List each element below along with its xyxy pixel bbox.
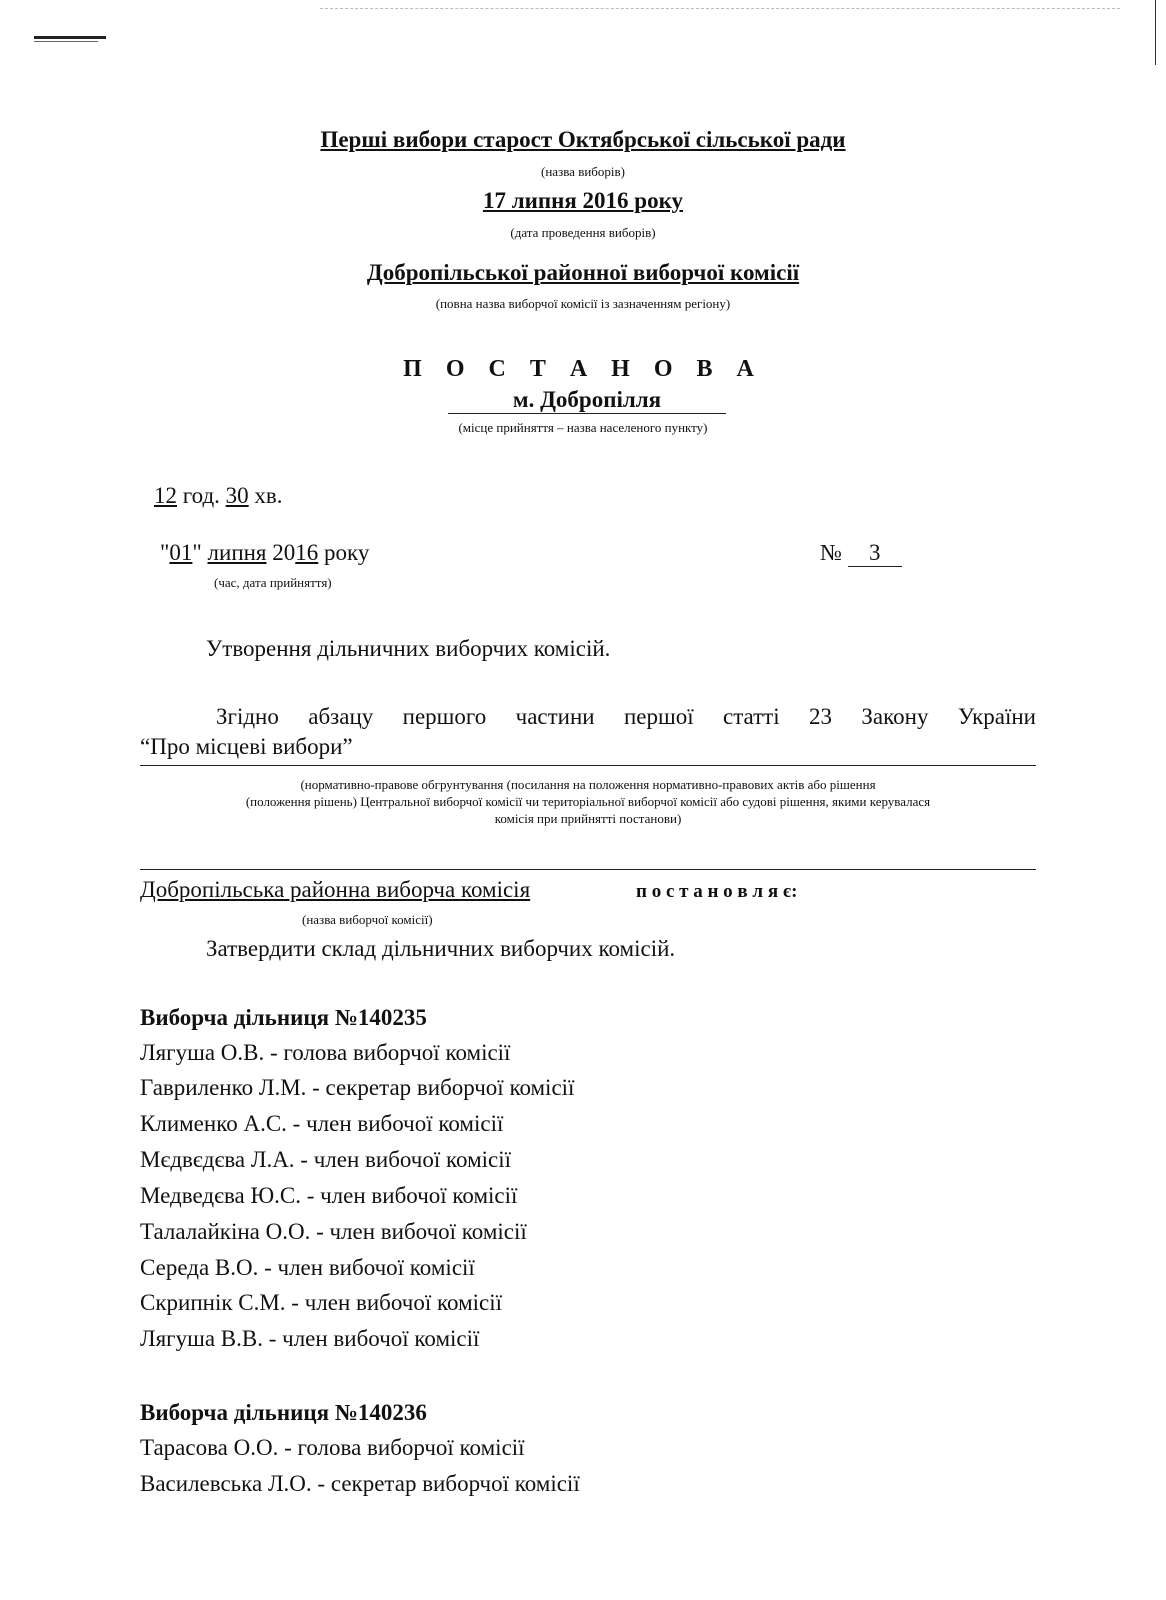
decree-place: м. Добропілля [448,387,726,414]
precinct-title: Виборча дільниця №140236 [140,1400,427,1425]
decree-subject: Утворення дільничних виборчих комісій. [206,636,611,661]
resolves-label: п о с т а н о в л я є: [636,881,798,902]
hour-value: 12 [154,483,177,508]
basis-caption-1: (нормативно-правове обгрунтування (посилання на положення нормативно-правових актів або рішення [300,777,876,792]
basis-caption-2: (положення рішень) Центральної виборчої комісії чи територіальної виборчої комісії або судові рішення, якими керувалася [245,794,931,809]
scan-right-edge [1155,0,1156,65]
scan-corner-mark [34,36,106,39]
commission-title: Добропільської районної виборчої комісії [366,260,800,285]
minute-value: 30 [225,483,249,508]
commission-name-caption: (назва виборчої комісії) [302,912,433,927]
year-label: року [324,540,370,565]
member-item: Середа В.О. - член вибочої комісії [140,1255,475,1280]
decree-title: П О С Т А Н О В А [403,356,763,382]
member-item: Медведєва Ю.С. - член вибочої комісії [140,1183,518,1208]
number-value: 3 [848,540,902,567]
election-name-caption: (назва виборів) [541,164,625,179]
legal-basis-line2: “Про місцеві вибори” [140,734,353,759]
year-prefix: 20 [272,540,296,565]
minute-label: хв. [254,483,283,508]
member-item: Тарасова О.О. - голова виборчої комісії [140,1435,525,1460]
decree-number [820,540,902,567]
decree-date: "01" липня 2016 року [160,540,370,565]
member-item: Лягуша О.В. - голова виборчої комісії [140,1040,511,1065]
election-date: 17 липня 2016 року [482,188,684,213]
number-label: № [820,540,842,565]
member-item: Мєдвєдєва Л.А. - член вибочої комісії [140,1147,512,1172]
member-item: Талалайкіна О.О. - член вибочої комісії [140,1219,527,1244]
scan-top-artifact [320,8,1120,9]
basis-caption-3: комісія при прийнятті постанови) [494,811,682,826]
member-item: Скрипнік С.М. - член вибочої комісії [140,1290,503,1315]
basis-separator [140,869,1036,870]
precinct-title: Виборча дільниця №140235 [140,1005,427,1030]
commission-name: Добропільська районна виборча комісія [140,877,531,902]
decision-text: Затвердити склад дільничних виборчих комісій. [206,936,676,961]
legal-basis-line1: Згідно абзацу першого частини першої статті 23 Закону України [216,704,1036,729]
year-suffix: 16 [295,540,319,565]
member-item: Гавриленко Л.М. - секретар виборчої комісії [140,1075,575,1100]
day-value: 01 [169,540,193,565]
decree-place-caption: (місце прийняття – назва населеного пункту) [458,420,708,435]
hour-label: год. [182,483,220,508]
scan-corner-mark-thin [34,41,98,42]
member-item: Лягуша В.В. - член вибочої комісії [140,1326,480,1351]
election-date-caption: (дата проведення виборів) [510,225,656,240]
datetime-caption: (час, дата прийняття) [214,575,332,590]
election-name: Перші вибори старост Октябрської сільської ради [320,127,846,152]
basis-underline [140,765,1036,766]
decree-time [154,483,283,509]
commission-caption: (повна назва виборчої комісії із зазначенням регіону) [435,296,731,311]
month-value: липня [207,540,267,565]
member-item: Василевська Л.О. - секретар виборчої комісії [140,1471,580,1496]
member-item: Клименко А.С. - член вибочої комісії [140,1111,504,1136]
